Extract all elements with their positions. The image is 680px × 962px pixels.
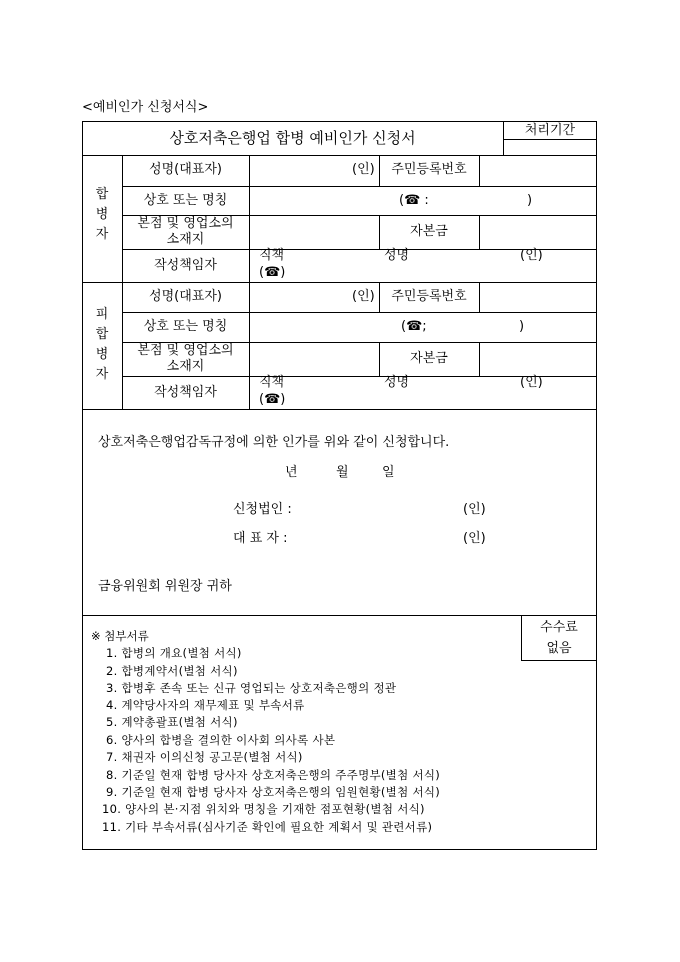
divider (503, 139, 597, 140)
merging-capital-label: 자본금 (410, 224, 448, 239)
processing-period-label: 처리기간 (524, 123, 576, 138)
attachment-item: 5. 계약총괄표(별첨 서식) (106, 715, 238, 729)
merged-rep-seal: (인) (352, 289, 375, 304)
merging-phone-close: ) (527, 193, 533, 208)
divider (479, 215, 480, 249)
merging-party-label: 합 병 자 (95, 187, 109, 242)
divider (521, 660, 597, 661)
merged-party-label: 피 합 병 자 (95, 307, 109, 382)
attachment-item: 6. 양사의 합병을 결의한 이사회 의사록 사본 (106, 733, 336, 747)
divider (82, 155, 597, 156)
applicant-label: 신청법인 : (233, 502, 292, 517)
divider (249, 155, 250, 409)
attachments-heading: ※ 첨부서류 (91, 629, 149, 643)
attachment-item: 7. 채권자 이의신청 공고문(별첨 서식) (106, 750, 303, 764)
attachment-item: 2. 합병계약서(별첨 서식) (106, 664, 238, 678)
merged-address-label-1: 본점 및 영업소의 (137, 343, 234, 358)
merging-address-label-2: 소재지 (166, 232, 205, 247)
attachment-item: 8. 기준일 현재 합병 당사자 상호저축은행의 주주명부(별첨 서식) (106, 768, 441, 782)
application-statement: 상호저축은행업감독규정에 의한 인가를 위와 같이 신청합니다. (98, 435, 450, 450)
divider (479, 282, 480, 312)
divider (479, 155, 480, 186)
attachment-item: 1. 합병의 개요(별첨 서식) (106, 646, 242, 660)
merged-phone-open: (☎; (401, 319, 427, 334)
attachment-item: 3. 합병후 존속 또는 신규 영업되는 상호저축은행의 정관 (106, 681, 397, 695)
merging-officer-label: 작성책임자 (154, 258, 217, 273)
attachment-item: 9. 기준일 현재 합병 당사자 상호저축은행의 임원현황(별첨 서식) (106, 785, 441, 799)
merging-rep-label: 성명(대표자) (149, 162, 222, 177)
divider (82, 409, 597, 410)
merging-name-label: 성명 (384, 248, 410, 263)
merged-phone-close: ) (519, 319, 525, 334)
divider (122, 186, 597, 187)
date-year-label: 년 (285, 465, 298, 480)
merged-officer-seal: (인) (520, 375, 543, 390)
representative-seal: (인) (463, 531, 486, 546)
merging-trade-name-label: 상호 또는 명칭 (143, 193, 228, 208)
merged-officer-label: 작성책임자 (154, 385, 217, 400)
merging-rep-seal: (인) (352, 162, 375, 177)
merging-officer-seal: (인) (520, 248, 543, 263)
merged-trade-name-label: 상호 또는 명칭 (143, 319, 228, 334)
merging-resident-no-label: 주민등록번호 (391, 162, 467, 177)
merging-officer-phone: (☎) (259, 265, 286, 280)
divider (82, 282, 597, 283)
divider (82, 615, 597, 616)
document-caption: <예비인가 신청서식> (82, 100, 209, 115)
date-month-label: 월 (336, 465, 349, 480)
attachment-item: 11. 기타 부속서류(심사기준 확인에 필요한 계획서 및 관련서류) (102, 820, 433, 834)
merged-rep-label: 성명(대표자) (149, 289, 222, 304)
merged-address-label-2: 소재지 (166, 359, 205, 374)
merging-phone-open: (☎ : (399, 193, 429, 208)
merged-position-label: 직책 (259, 375, 285, 390)
fee-label: 수수료 (540, 620, 578, 635)
attachment-item: 4. 계약당사자의 재무제표 및 부속서류 (106, 698, 305, 712)
merging-address-label-1: 본점 및 영업소의 (137, 216, 234, 231)
divider (479, 342, 480, 376)
applicant-seal: (인) (463, 502, 486, 517)
representative-label: 대 표 자 : (233, 531, 288, 546)
form-title: 상호저축은행업 합병 예비인가 신청서 (169, 129, 416, 147)
addressee: 금융위원회 위원장 귀하 (98, 579, 232, 594)
fee-value: 없음 (546, 641, 572, 656)
merged-officer-phone: (☎) (259, 392, 286, 407)
divider (122, 312, 597, 313)
date-day-label: 일 (382, 465, 395, 480)
merging-position-label: 직책 (259, 248, 285, 263)
merged-resident-no-label: 주민등록번호 (391, 289, 467, 304)
merged-name-label: 성명 (384, 375, 410, 390)
merged-capital-label: 자본금 (410, 351, 448, 366)
attachment-item: 10. 양사의 본·지점 위치와 명칭을 기재한 점포현황(별첨 서식) (102, 802, 425, 816)
